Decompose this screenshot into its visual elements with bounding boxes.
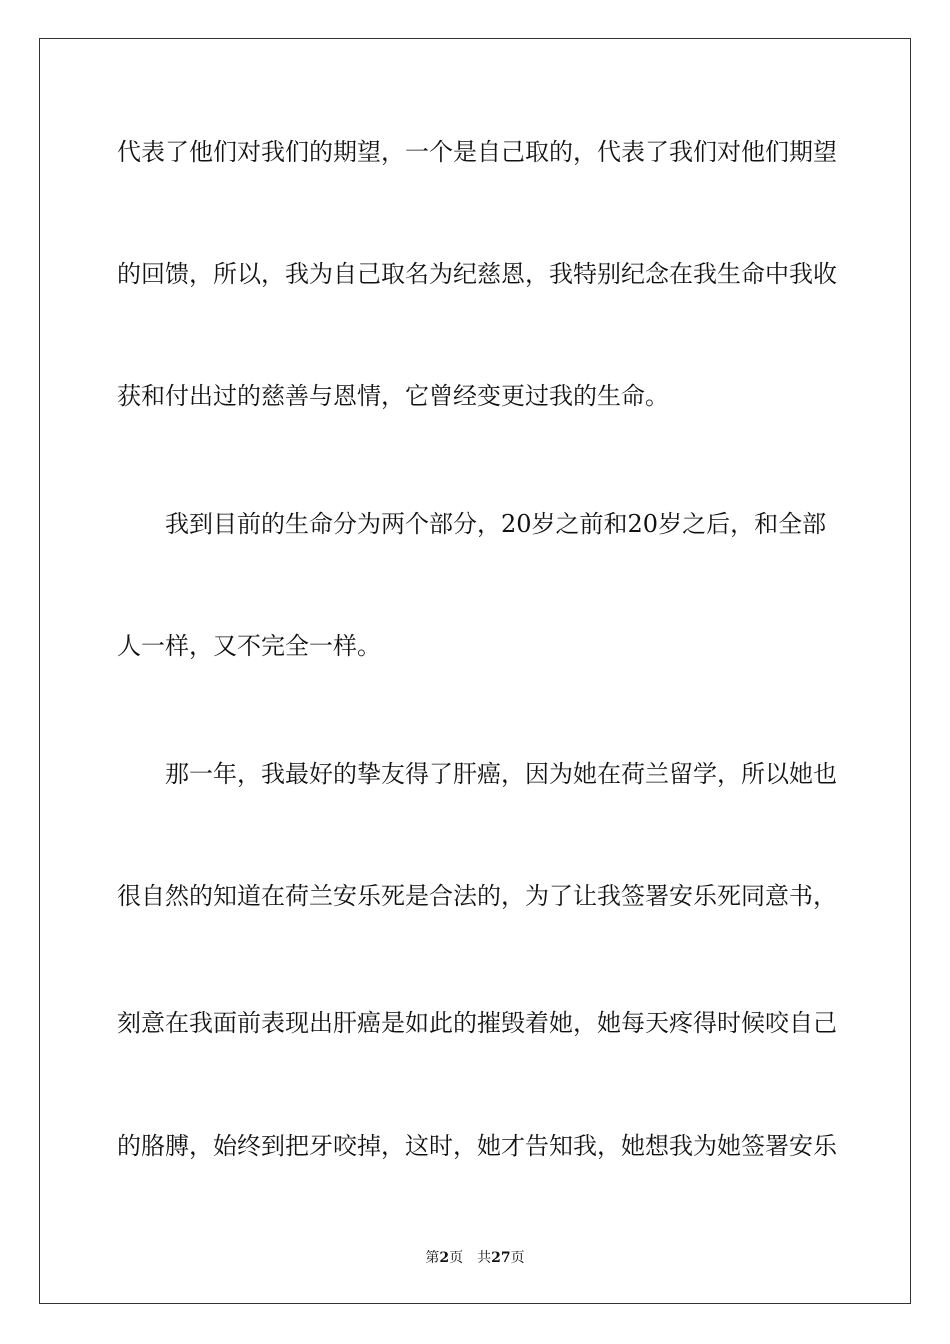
body-line-7: 很自然的知道在荷兰安乐死是合法的，为了让我签署安乐死同意书， [117, 882, 837, 910]
page-border [39, 38, 911, 1304]
total-suffix: 页 [510, 1250, 525, 1266]
body-line-9: 的胳膊，始终到把牙咬掉，这时，她才告知我，她想我为她签署安乐 [117, 1132, 837, 1160]
body-line-8: 刻意在我面前表现出肝癌是如此的摧毁着她，她每天疼得时候咬自己 [117, 1009, 837, 1037]
page-footer [0, 1247, 950, 1267]
page-number: 2 [439, 1250, 450, 1266]
total-pages: 27 [491, 1250, 511, 1266]
body-line-1: 代表了他们对我们的期望，一个是自己取的，代表了我们对他们期望 [117, 138, 837, 166]
body-line-3: 获和付出过的慈善与恩情，它曾经变更过我的生命。 [117, 382, 669, 410]
body-line-5: 人一样，又不完全一样。 [117, 632, 381, 660]
body-line-2: 的回馈，所以，我为自己取名为纪慈恩，我特别纪念在我生命中我收 [117, 260, 837, 288]
total-prefix: 共 [477, 1250, 492, 1266]
body-line-6: 那一年，我最好的挚友得了肝癌，因为她在荷兰留学，所以她也 [165, 760, 837, 788]
page-prefix: 第 [425, 1250, 440, 1266]
page-suffix: 页 [449, 1250, 464, 1266]
body-line-4: 我到目前的生命分为两个部分，20岁之前和20岁之后，和全部 [165, 510, 827, 538]
